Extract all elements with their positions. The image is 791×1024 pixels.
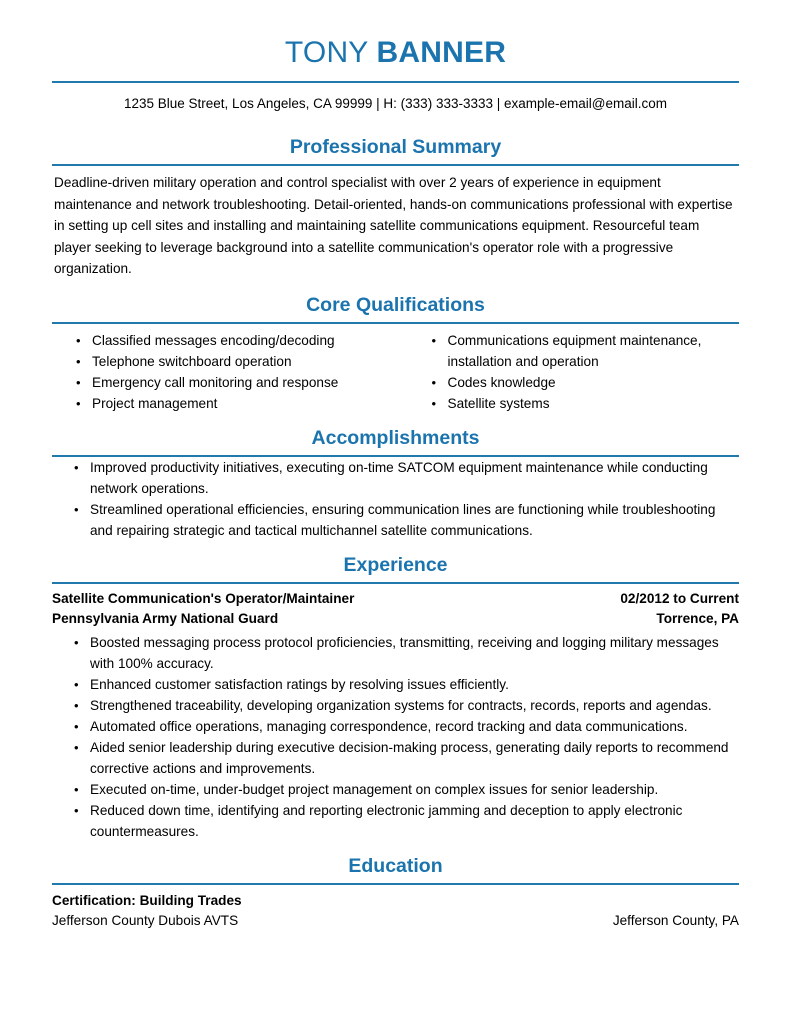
section-accomplishments [52, 426, 739, 541]
core-qualifications-column-right [396, 330, 740, 414]
experience-title-row [52, 589, 739, 609]
list-item: • Automated office operations, managing correspondence, record tracking and data communications. [52, 716, 739, 737]
experience-dates: 02/2012 to Current [620, 590, 739, 606]
professional-summary-text: Deadline-driven military operation and control specialist with over 2 years of experience in equipment maintenance and network troubleshooting. Detail-oriented, hands-on communications professional with expertise in setting up cell sites and installing and maintaining satellite communications equipment. Resourceful team player seeking to leverage background into a satellite communication's operator role with a progressive organization. [54, 175, 733, 276]
experience-entry [52, 584, 739, 842]
list-item: • Emergency call monitoring and response [52, 372, 396, 393]
experience-job-title: Satellite Communication's Operator/Maintainer [52, 590, 355, 606]
education-entry [52, 885, 739, 931]
core-qualifications-column-left [52, 330, 396, 414]
education-location: Jefferson County, PA [612, 912, 739, 928]
resume-header [52, 0, 739, 70]
list-item: • Codes knowledge [408, 372, 740, 393]
experience-bullet-list [52, 629, 739, 842]
core-qualifications-list-right [408, 330, 740, 414]
section-professional-summary [52, 135, 739, 280]
list-item: • Classified messages encoding/decoding [52, 330, 396, 351]
list-item: • Executed on-time, under-budget project management on complex issues for senior leadership. [52, 779, 739, 800]
education-school: Jefferson County Dubois AVTS [52, 912, 239, 928]
section-title-education: Education [348, 854, 443, 877]
contact-line: 1235 Blue Street, Los Angeles, CA 99999 | H: (333) 333-3333 | example-email@email.com [123, 96, 668, 111]
list-item: • Boosted messaging process protocol proficiencies, transmitting, receiving and logging military messages with 100% accuracy. [52, 632, 739, 674]
list-item: • Project management [52, 393, 396, 414]
list-item: • Strengthened traceability, developing organization systems for contracts, records, reports and agendas. [52, 695, 739, 716]
section-education [52, 854, 739, 931]
experience-location: Torrence, PA [656, 610, 739, 626]
list-item: • Aided senior leadership during executive decision-making process, generating daily reports to recommend corrective actions and improvements. [52, 737, 739, 779]
list-item: • Satellite systems [408, 393, 740, 414]
list-item: • Communications equipment maintenance, installation and operation [408, 330, 740, 372]
section-title-core-qualifications: Core Qualifications [306, 293, 485, 316]
candidate-last-name: BANNER [376, 36, 507, 69]
experience-employer: Pennsylvania Army National Guard [52, 610, 279, 626]
candidate-name [52, 36, 739, 70]
accomplishments-list [52, 457, 739, 541]
section-core-qualifications [52, 293, 739, 414]
list-item: • Improved productivity initiatives, executing on-time SATCOM equipment maintenance while conducting network operations. [52, 457, 739, 499]
section-experience [52, 553, 739, 842]
experience-employer-row [52, 609, 739, 629]
core-qualifications-list-left [52, 330, 396, 414]
core-qualifications-columns [52, 324, 739, 414]
education-credential: Certification: Building Trades [52, 892, 242, 908]
list-item: • Enhanced customer satisfaction ratings by resolving issues efficiently. [52, 674, 739, 695]
section-title-experience: Experience [343, 553, 448, 576]
section-title-accomplishments: Accomplishments [311, 426, 480, 449]
list-item: • Telephone switchboard operation [52, 351, 396, 372]
list-item: • Reduced down time, identifying and reporting electronic jamming and deception to apply electronic countermeasures. [52, 800, 739, 842]
candidate-first-name: TONY [284, 36, 368, 69]
section-title-professional-summary: Professional Summary [289, 136, 502, 158]
education-school-row [52, 911, 739, 931]
list-item: • Streamlined operational efficiencies, ensuring communication lines are functioning while troubleshooting and repairing strategic and tactical multichannel satellite communications. [52, 499, 739, 541]
